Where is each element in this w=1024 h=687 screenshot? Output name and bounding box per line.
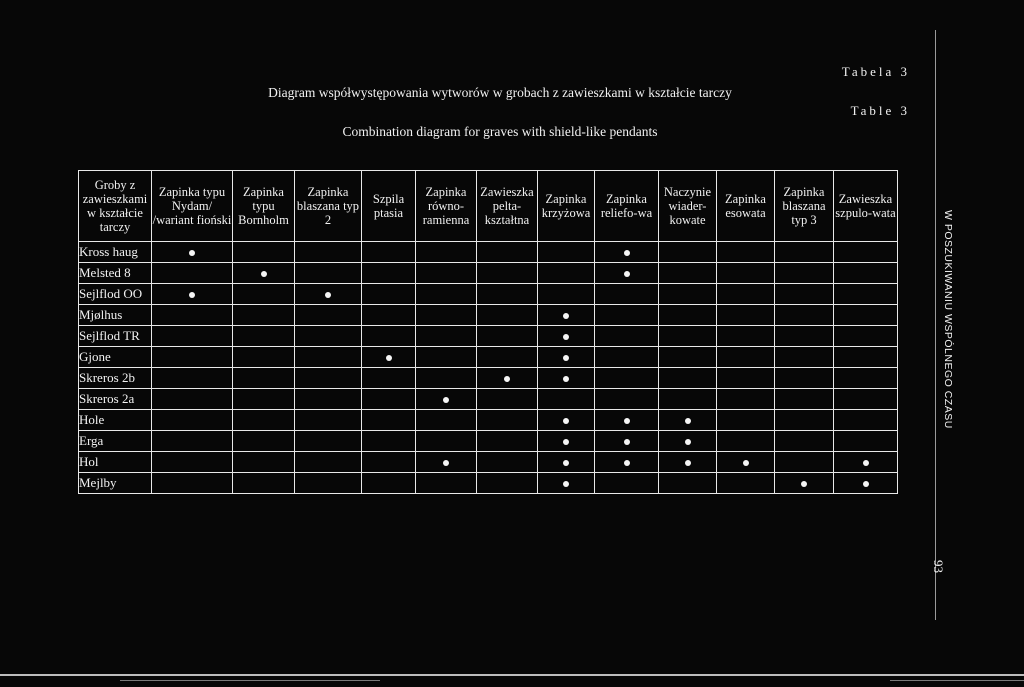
table-cell	[233, 347, 295, 368]
table-cell	[775, 389, 834, 410]
table-cell	[477, 368, 538, 389]
table-cell	[775, 473, 834, 494]
table-cell	[834, 305, 898, 326]
column-header: Zapinka blaszana typ 2	[295, 171, 362, 242]
table-cell	[659, 326, 717, 347]
table-row	[79, 389, 898, 410]
table-cell	[834, 263, 898, 284]
table-cell	[775, 242, 834, 263]
table-cell	[834, 389, 898, 410]
presence-dot	[443, 397, 449, 403]
table-cell	[362, 431, 416, 452]
table-cell	[834, 410, 898, 431]
table-row	[79, 410, 898, 431]
table-cell	[538, 368, 595, 389]
table-cell	[477, 431, 538, 452]
presence-dot	[624, 271, 630, 277]
bottom-rule-right	[890, 680, 1024, 681]
grave-name: Skreros 2a	[79, 389, 152, 410]
table-cell	[477, 326, 538, 347]
running-title: W POSZUKIWANIU WSPÓLNEGO CZASU	[942, 210, 954, 429]
table-cell	[233, 431, 295, 452]
table-cell	[416, 452, 477, 473]
column-header: Zapinka krzyżowa	[538, 171, 595, 242]
presence-dot	[624, 418, 630, 424]
table-cell	[538, 305, 595, 326]
table-cell	[477, 284, 538, 305]
combination-table	[78, 170, 898, 494]
table-row	[79, 284, 898, 305]
table-cell	[595, 452, 659, 473]
presence-dot	[563, 481, 569, 487]
table-cell	[775, 410, 834, 431]
table-row	[79, 473, 898, 494]
title-english: Combination diagram for graves with shield-like pendants	[342, 124, 658, 139]
table-cell	[659, 347, 717, 368]
bottom-rule-secondary	[120, 680, 380, 681]
margin-rule	[935, 30, 936, 620]
table-cell	[595, 431, 659, 452]
table-cell	[477, 389, 538, 410]
table-cell	[717, 389, 775, 410]
table-cell	[717, 452, 775, 473]
table-cell	[233, 389, 295, 410]
column-header: Zapinka blaszana typ 3	[775, 171, 834, 242]
table-cell	[416, 305, 477, 326]
table-cell	[416, 284, 477, 305]
table-cell	[152, 410, 233, 431]
presence-dot	[624, 250, 630, 256]
table-cell	[295, 431, 362, 452]
grave-name: Gjone	[79, 347, 152, 368]
table-row	[79, 452, 898, 473]
presence-dot	[563, 418, 569, 424]
table-cell	[233, 410, 295, 431]
table-cell	[295, 452, 362, 473]
table-cell	[717, 410, 775, 431]
table-cell	[416, 389, 477, 410]
table-cell	[595, 326, 659, 347]
presence-dot	[563, 460, 569, 466]
table-cell	[538, 242, 595, 263]
tabela-label: Tabela 3	[841, 64, 910, 79]
table-cell	[295, 284, 362, 305]
presence-dot	[563, 376, 569, 382]
presence-dot	[261, 271, 267, 277]
table-cell	[233, 284, 295, 305]
table-cell	[152, 368, 233, 389]
table-cell	[233, 305, 295, 326]
table-cell	[659, 410, 717, 431]
table-cell	[775, 452, 834, 473]
table-cell	[775, 305, 834, 326]
table-cell	[233, 242, 295, 263]
table-cell	[834, 326, 898, 347]
presence-dot	[801, 481, 807, 487]
title-polish: Diagram współwystępowania wytworów w grobach z zawieszkami w kształcie tarczy	[268, 85, 732, 100]
column-header: Zapinka typu Nydam/ /wariant fioński	[152, 171, 233, 242]
table-cell	[152, 389, 233, 410]
grave-name: Melsted 8	[79, 263, 152, 284]
table-cell	[295, 347, 362, 368]
grave-name: Hole	[79, 410, 152, 431]
table-cell	[416, 263, 477, 284]
table-cell	[152, 452, 233, 473]
presence-dot	[743, 460, 749, 466]
table-cell	[717, 242, 775, 263]
table-cell	[152, 431, 233, 452]
table-cell	[233, 263, 295, 284]
table-cell	[362, 284, 416, 305]
table-cell	[595, 389, 659, 410]
grave-name: Erga	[79, 431, 152, 452]
table-cell	[416, 326, 477, 347]
table-cell	[717, 263, 775, 284]
table-row	[79, 326, 898, 347]
table-cell	[416, 431, 477, 452]
table-cell	[834, 431, 898, 452]
table-cell	[834, 347, 898, 368]
table-row	[79, 347, 898, 368]
table-cell	[717, 347, 775, 368]
table-cell	[834, 452, 898, 473]
bottom-rule	[0, 674, 1024, 676]
table-cell	[477, 473, 538, 494]
table-cell	[152, 284, 233, 305]
column-header: Zapinka esowata	[717, 171, 775, 242]
table-cell	[717, 305, 775, 326]
presence-dot	[563, 439, 569, 445]
table-cell	[595, 305, 659, 326]
table-cell	[595, 368, 659, 389]
grave-name: Sejlflod TR	[79, 326, 152, 347]
table-cell	[775, 284, 834, 305]
table-row	[79, 263, 898, 284]
table-cell	[362, 473, 416, 494]
table-cell	[538, 284, 595, 305]
table-row	[79, 305, 898, 326]
table-cell	[362, 452, 416, 473]
table-cell	[295, 368, 362, 389]
presence-dot	[863, 460, 869, 466]
table-body	[79, 242, 898, 494]
presence-dot	[863, 481, 869, 487]
column-header: Naczynie wiader-kowate	[659, 171, 717, 242]
table-cell	[717, 368, 775, 389]
table-cell	[538, 431, 595, 452]
table-cell	[362, 389, 416, 410]
table-cell	[416, 473, 477, 494]
table-cell	[775, 347, 834, 368]
table-cell	[595, 284, 659, 305]
table-row	[79, 242, 898, 263]
table-cell	[416, 410, 477, 431]
table-cell	[834, 284, 898, 305]
table-cell	[362, 242, 416, 263]
table-cell	[538, 263, 595, 284]
table-cell	[477, 305, 538, 326]
table-cell	[477, 452, 538, 473]
presence-dot	[563, 313, 569, 319]
table-cell	[834, 473, 898, 494]
table-cell	[477, 263, 538, 284]
presence-dot	[386, 355, 392, 361]
presence-dot	[504, 376, 510, 382]
table-cell	[233, 368, 295, 389]
column-header: Zawieszka pelta-kształtna	[477, 171, 538, 242]
grave-name: Mejlby	[79, 473, 152, 494]
presence-dot	[624, 460, 630, 466]
table-cell	[538, 326, 595, 347]
grave-name: Sejlflod OO	[79, 284, 152, 305]
table-cell	[152, 326, 233, 347]
table-cell	[477, 410, 538, 431]
table-cell	[416, 242, 477, 263]
table-cell	[538, 452, 595, 473]
table-cell	[152, 305, 233, 326]
table-cell	[659, 242, 717, 263]
table-cell	[775, 263, 834, 284]
presence-dot	[325, 292, 331, 298]
table-cell	[595, 347, 659, 368]
table-header-row	[79, 171, 898, 242]
table-cell	[295, 389, 362, 410]
table-cell	[362, 368, 416, 389]
page-number: 93	[931, 560, 946, 573]
table-cell	[362, 410, 416, 431]
column-header: Szpila ptasia	[362, 171, 416, 242]
table-label: Table 3	[850, 103, 910, 118]
table-cell	[595, 473, 659, 494]
table-cell	[295, 242, 362, 263]
presence-dot	[563, 355, 569, 361]
presence-dot	[443, 460, 449, 466]
column-header: Zapinka reliefo-wa	[595, 171, 659, 242]
table-cell	[659, 284, 717, 305]
column-header: Zapinka typu Bornholm	[233, 171, 295, 242]
table-cell	[659, 473, 717, 494]
table-cell	[595, 263, 659, 284]
table-row	[79, 368, 898, 389]
table-cell	[659, 452, 717, 473]
grave-name: Kross haug	[79, 242, 152, 263]
table-cell	[152, 473, 233, 494]
column-header: Groby z zawieszkami w kształcie tarczy	[79, 171, 152, 242]
table-cell	[834, 368, 898, 389]
presence-dot	[685, 418, 691, 424]
table-cell	[717, 431, 775, 452]
table-cell	[295, 263, 362, 284]
grave-name: Skreros 2b	[79, 368, 152, 389]
table-cell	[295, 473, 362, 494]
table-cell	[834, 242, 898, 263]
grave-name: Mjølhus	[79, 305, 152, 326]
table-cell	[416, 347, 477, 368]
table-cell	[477, 242, 538, 263]
table-cell	[538, 389, 595, 410]
table-cell	[233, 473, 295, 494]
table-cell	[595, 410, 659, 431]
column-header: Zapinka równo-ramienna	[416, 171, 477, 242]
table-cell	[595, 242, 659, 263]
grave-name: Hol	[79, 452, 152, 473]
table-cell	[659, 389, 717, 410]
table-cell	[659, 263, 717, 284]
table-cell	[538, 347, 595, 368]
table-row	[79, 431, 898, 452]
presence-dot	[189, 292, 195, 298]
table-cell	[775, 326, 834, 347]
table-cell	[152, 263, 233, 284]
table-cell	[362, 347, 416, 368]
table-cell	[659, 305, 717, 326]
presence-dot	[624, 439, 630, 445]
table-cell	[775, 368, 834, 389]
column-header: Zawieszka szpulo-wata	[834, 171, 898, 242]
table-cell	[233, 326, 295, 347]
table-cell	[362, 263, 416, 284]
table-cell	[477, 347, 538, 368]
presence-dot	[685, 439, 691, 445]
table-cell	[362, 305, 416, 326]
presence-dot	[685, 460, 691, 466]
table-cell	[659, 368, 717, 389]
table-cell	[717, 326, 775, 347]
table-cell	[295, 410, 362, 431]
table-cell	[152, 242, 233, 263]
table-cell	[717, 473, 775, 494]
table-cell	[362, 326, 416, 347]
table-cell	[233, 452, 295, 473]
presence-dot	[189, 250, 195, 256]
table-cell	[538, 473, 595, 494]
table-cell	[416, 368, 477, 389]
table-cell	[538, 410, 595, 431]
presence-dot	[563, 334, 569, 340]
table-cell	[717, 284, 775, 305]
table-cell	[775, 431, 834, 452]
table-cell	[659, 431, 717, 452]
table-cell	[295, 326, 362, 347]
table-cell	[152, 347, 233, 368]
table-cell	[295, 305, 362, 326]
